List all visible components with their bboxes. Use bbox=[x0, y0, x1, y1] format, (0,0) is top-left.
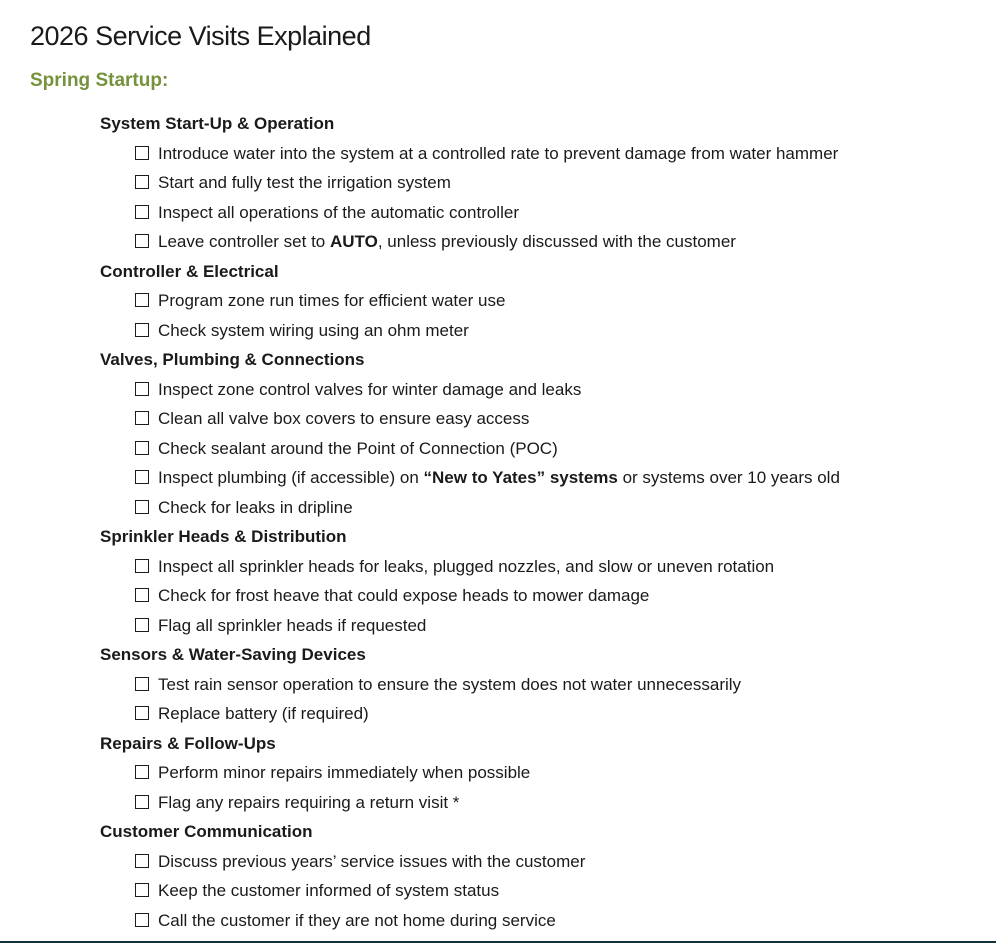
item-text: Check for leaks in dripline bbox=[158, 497, 353, 517]
section-header: Customer Communication bbox=[100, 822, 313, 841]
item-text-bold: “New to Yates” systems bbox=[423, 468, 618, 487]
item-text-bold: AUTO bbox=[329, 232, 378, 251]
empty-checkbox-icon[interactable] bbox=[135, 470, 149, 484]
section-header: Controller & Electrical bbox=[100, 261, 279, 281]
spring-startup-heading: Spring Startup: bbox=[30, 70, 169, 91]
empty-checkbox-icon[interactable] bbox=[135, 559, 149, 573]
item-text: Check sealant around the Point of Connection (POC) bbox=[158, 438, 558, 458]
item-text: Start and fully test the irrigation system bbox=[158, 173, 451, 192]
checklist-item bbox=[30, 581, 988, 611]
empty-checkbox-icon[interactable] bbox=[135, 795, 149, 809]
item-text: Inspect plumbing (if accessible) on bbox=[158, 468, 424, 487]
empty-checkbox-icon[interactable] bbox=[135, 234, 149, 248]
page-break-divider bbox=[0, 941, 996, 943]
empty-checkbox-icon[interactable] bbox=[135, 677, 149, 691]
checklist-item bbox=[30, 552, 988, 582]
section-header: Valves, Plumbing & Connections bbox=[100, 350, 365, 369]
empty-checkbox-icon[interactable] bbox=[135, 883, 149, 897]
empty-checkbox-icon[interactable] bbox=[135, 175, 149, 189]
item-text: Call the customer if they are not home during service bbox=[158, 910, 556, 930]
item-text: Clean all valve box covers to ensure easy access bbox=[158, 409, 530, 428]
section-header: Repairs & Follow-Ups bbox=[100, 733, 276, 753]
item-text: Leave controller set to bbox=[158, 232, 330, 251]
checklist-item bbox=[30, 139, 988, 169]
checklist-item bbox=[30, 788, 988, 818]
empty-checkbox-icon[interactable] bbox=[135, 765, 149, 779]
checklist-item bbox=[30, 758, 988, 788]
item-text: Perform minor repairs immediately when possible bbox=[158, 763, 531, 782]
checklist-item bbox=[30, 168, 988, 198]
checklist-item bbox=[30, 847, 988, 877]
checklist-item bbox=[30, 906, 988, 936]
checklist-item bbox=[30, 198, 988, 228]
checklist-item bbox=[30, 611, 988, 641]
item-text: Test rain sensor operation to ensure the system does not water unnecessarily bbox=[158, 674, 742, 694]
item-text: Inspect zone control valves for winter damage and leaks bbox=[158, 379, 582, 399]
item-text: Check system wiring using an ohm meter bbox=[158, 320, 469, 340]
item-text: Discuss previous years’ service issues with the customer bbox=[158, 851, 586, 871]
empty-checkbox-icon[interactable] bbox=[135, 706, 149, 720]
empty-checkbox-icon[interactable] bbox=[135, 913, 149, 927]
empty-checkbox-icon[interactable] bbox=[135, 618, 149, 632]
empty-checkbox-icon[interactable] bbox=[135, 146, 149, 160]
item-text: , unless previously discussed with the customer bbox=[377, 232, 736, 251]
checklist-item bbox=[30, 316, 988, 346]
checklist-item bbox=[30, 404, 988, 434]
checklist-item bbox=[30, 227, 988, 257]
checklist-item bbox=[30, 493, 988, 523]
empty-checkbox-icon[interactable] bbox=[135, 441, 149, 455]
checklist-item bbox=[30, 463, 988, 493]
checklist-item bbox=[30, 876, 988, 906]
item-text: Replace battery (if required) bbox=[158, 704, 369, 723]
empty-checkbox-icon[interactable] bbox=[135, 500, 149, 514]
empty-checkbox-icon[interactable] bbox=[135, 323, 149, 337]
checklist-item bbox=[30, 375, 988, 405]
empty-checkbox-icon[interactable] bbox=[135, 411, 149, 425]
page-title: 2026 Service Visits Explained bbox=[30, 21, 371, 51]
checklist-item bbox=[30, 286, 988, 316]
checklist-item bbox=[30, 699, 988, 729]
item-text: Check for frost heave that could expose heads to mower damage bbox=[158, 586, 650, 605]
item-text: Program zone run times for efficient water use bbox=[158, 291, 506, 310]
empty-checkbox-icon[interactable] bbox=[135, 205, 149, 219]
item-text: or systems over 10 years old bbox=[617, 468, 840, 487]
checklist-item bbox=[30, 670, 988, 700]
item-text: Introduce water into the system at a controlled rate to prevent damage from water hammer bbox=[158, 143, 839, 163]
section-header: Sprinkler Heads & Distribution bbox=[100, 527, 347, 546]
item-text: Inspect all operations of the automatic controller bbox=[158, 202, 519, 222]
empty-checkbox-icon[interactable] bbox=[135, 588, 149, 602]
item-text: Keep the customer informed of system status bbox=[158, 881, 500, 900]
empty-checkbox-icon[interactable] bbox=[135, 854, 149, 868]
section-header: Sensors & Water-Saving Devices bbox=[100, 645, 366, 664]
empty-checkbox-icon[interactable] bbox=[135, 293, 149, 307]
empty-checkbox-icon[interactable] bbox=[135, 382, 149, 396]
section-header: System Start-Up & Operation bbox=[100, 114, 335, 133]
item-text: Inspect all sprinkler heads for leaks, plugged nozzles, and slow or uneven rotation bbox=[158, 556, 775, 576]
item-text: Flag all sprinkler heads if requested bbox=[158, 615, 427, 635]
checklist bbox=[30, 109, 988, 935]
item-text: Flag any repairs requiring a return visit * bbox=[158, 792, 460, 812]
checklist-item bbox=[30, 434, 988, 464]
